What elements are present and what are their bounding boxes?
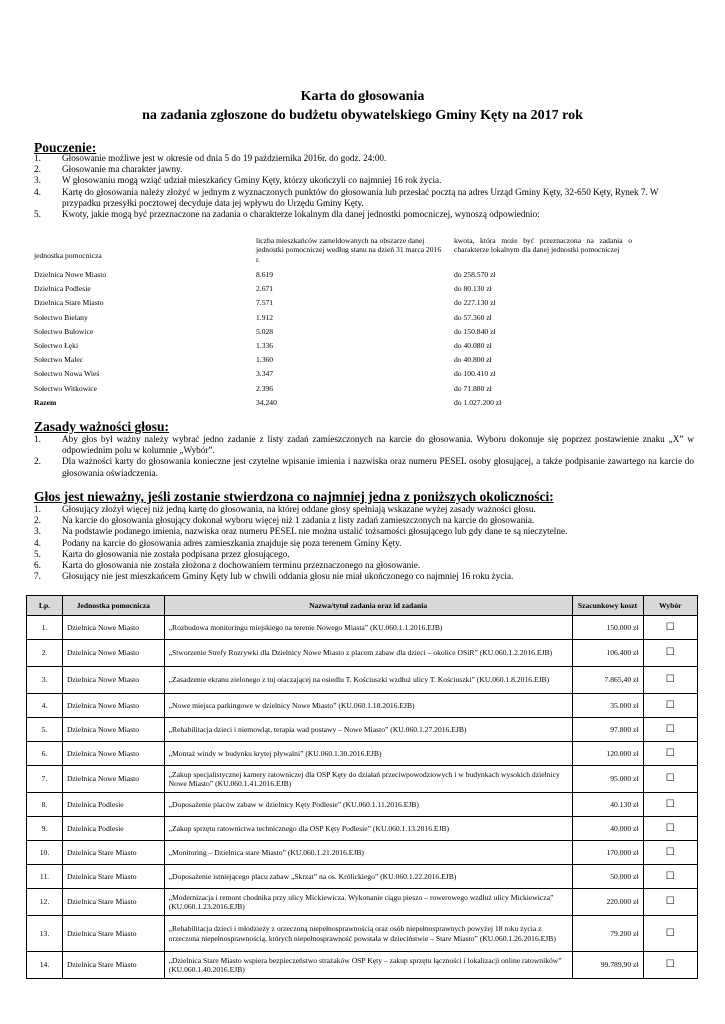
table-row: Sołectwo Witkowice 2.396 do 71.880 zł: [34, 383, 492, 393]
tasks-table-header: [27, 596, 698, 616]
vote-checkbox[interactable]: ☐: [643, 616, 698, 640]
invalid-vote-heading: Głos jest nieważny, jeśli zostanie stwierdzona co najmniej jedna z poniższych okoliczności:: [34, 489, 554, 504]
list-item: 5. Kwoty, jakie mogą być przeznaczone na zadania o charakterze lokalnym dla danej jednostki pomocniczej, wynoszą odpowiednio:: [34, 209, 540, 220]
vote-checkbox[interactable]: ☐: [643, 889, 698, 916]
budget-header-amount: kwota, która może być przeznaczona na zadania o charakterze lokalnym dla danej jednostki pomocniczej: [454, 236, 632, 255]
table-row: 10. Dzielnica Stare Miasto „Monitoring – Dzielnica stare Miasto” (KU.060.1.21.2016.EJB) 170.000 zł ☐: [27, 841, 698, 865]
table-row: Dzielnica Stare Miasto 7.571 do 227.130 zł: [34, 298, 496, 308]
header-name: Nazwa/tytuł zadania oraz id zadania: [164, 596, 572, 616]
table-row: 4. Dzielnica Nowe Miasto „Nowe miejsca parkingowe w dzielnicy Nowe Miasto” (KU.060.1.18.2016.EJB) 35.000 zł ☐: [27, 694, 698, 718]
table-row: Sołectwo Bulowice 5.028 do 150.840 zł: [34, 326, 496, 336]
table-row: 7. Dzielnica Nowe Miasto „Zakup specjalistycznej kamery ratowniczej dla OSP Kęty do działań przeciwpowodziowych i w budynkach wysokich dzielnicy Nowe Miasto” (KU.060.1.41.2016.EJB) 95.000 zł ☐: [27, 766, 698, 793]
budget-table-header: [34, 236, 634, 270]
vote-checkbox[interactable]: ☐: [643, 742, 698, 766]
vote-checkbox[interactable]: ☐: [643, 766, 698, 793]
vote-checkbox[interactable]: ☐: [643, 865, 698, 889]
header-choice: Wybór: [643, 596, 698, 616]
table-row: Sołectwo Nowa Wieś 3.347 do 100.410 zł: [34, 369, 496, 379]
header-lp: Lp.: [27, 596, 63, 616]
list-item: 4. Podany na karcie do głosowania adres zamieszkania znajduje się poza terenem Gminy Kęty.: [34, 537, 402, 548]
table-row: 6. Dzielnica Nowe Miasto „Montaż windy w budynku krytej pływalni” (KU.060.1.30.2016.EJB) 120.000 zł ☐: [27, 742, 698, 766]
document-title: Karta do głosowania: [300, 89, 425, 104]
list-item: 6. Karta do głosowania nie została złożona z dochowaniem terminu przeznaczonego na głosowanie.: [34, 560, 421, 571]
vote-checkbox[interactable]: ☐: [643, 667, 698, 694]
list-item: 1. Głosujący złożył więcej niż jedną kartę do głosowania, na której oddane głosy spełniają wskazane wyżej zasady ważności głosu.: [34, 504, 536, 514]
table-row: 11. Dzielnica Stare Miasto „Doposażenie istniejącego placu zabaw „Skrzat” na os. Królickiego” (KU.060.1.22.2016.EJB) 50.000 zł ☐: [27, 865, 698, 889]
table-row: Sołectwo Łęki 1.336 do 40.080 zł: [34, 340, 492, 350]
list-item: 4. Kartę do głosowania należy złożyć w jednym z wyznaczonych punktów do głosowania lub przesłać pocztą na adres Urząd Gminy Kęty, 32-650 Kęty, Rynek 7. W przypadku przesyłki pocztowej decyduje data jej wpływu do Urzędu Gminy Kęty.: [34, 186, 659, 208]
invalid-vote-list: [34, 504, 694, 582]
vote-checkbox[interactable]: ☐: [643, 952, 698, 979]
budget-header-unit: jednostka pomocnicza: [34, 251, 102, 260]
table-row: 2. Dzielnica Nowe Miasto „Stworzenie Strefy Rozrywki dla Dzielnicy Nowe Miasto z placem zabaw dla dzieci – okolice OSiR” (KU.060.1.2.2016.EJB) 106.400 zł ☐: [27, 640, 698, 667]
vote-checkbox[interactable]: ☐: [643, 841, 698, 865]
vote-checkbox[interactable]: ☐: [643, 916, 698, 952]
list-item: 1. Głosowanie możliwe jest w okresie od dnia 5 do 19 października 2016r. do godz. 24:00.: [34, 153, 387, 163]
tasks-table: [26, 595, 698, 979]
budget-table: [34, 236, 634, 412]
vote-checkbox[interactable]: ☐: [643, 718, 698, 742]
table-row: Sołectwo Bielany 1.912 do 57.360 zł: [34, 312, 492, 322]
header-unit: Jednostka pomocnicza: [62, 596, 164, 616]
vote-checkbox[interactable]: ☐: [643, 793, 698, 817]
table-total-row: Razem 34.240 do 1.027.200 zł: [34, 397, 502, 407]
table-row: 9. Dzielnica Podlesie „Zakup sprzętu ratownictwa technicznego dla OSP Kęty Podlesie” (KU.060.1.13.2016.EJB) 40.000 zł ☐: [27, 817, 698, 841]
table-row: 12. Dzielnica Stare Miasto „Modernizacja i remont chodnika przy ulicy Mickiewicza. Wykonanie ciągu pieszo – rowerowego wzdłuż ulicy Mickiewicza” (KU.060.1.23.2016.EJB) 220.000 zł ☐: [27, 889, 698, 916]
table-row: 5. Dzielnica Nowe Miasto „Rehabilitacja dzieci i niemowląt, terapia wad postawy – Nowe Miasto” (KU.060.1.27.2016.EJB) 97.800 zł ☐: [27, 718, 698, 742]
table-row: Sołectwo Malec 1.360 do 40.800 zł: [34, 355, 492, 365]
table-row: Dzielnica Podlesie 2.671 do 80.130 zł: [34, 284, 492, 294]
list-item: 2. Głosowanie ma charakter jawny.: [34, 164, 183, 175]
list-item: 5. Karta do głosowania nie została podpisana przez głosującego.: [34, 548, 290, 559]
list-item: 3. W głosowaniu mogą wziąć udział mieszkańcy Gminy Kęty, którzy ukończyli co najmniej 16 rok życia.: [34, 175, 442, 186]
table-row: Dzielnica Nowe Miasto 8.619 do 258.570 zł: [34, 270, 496, 279]
instructions-heading: Pouczenie:: [34, 140, 97, 155]
validity-rules-list: [34, 434, 694, 479]
table-row: 14. Dzielnica Stare Miasto „Dzielnica Stare Miasto wspiera bezpieczeństwo strażaków OSP Kęty – zakup sprzętu łączności i lokalizacji online ratowników” (KU.060.1.40.2016.EJB) 99.789,90 zł ☐: [27, 952, 698, 979]
list-item: 2. Na karcie do głosowania głosujący dokonał wyboru więcej niż 1 zadania z listy zadań zamieszczonych na karcie do głosowania.: [34, 515, 535, 526]
vote-checkbox[interactable]: ☐: [643, 640, 698, 667]
table-row: 8. Dzielnica Podlesie „Doposażenie placów zabaw w dzielnicy Kęty Podlesie” (KU.060.1.11.2016.EJB) 40.130 zł ☐: [27, 793, 698, 817]
list-item: 2. Dla ważności karty do głosowania konieczne jest czytelne wpisanie imienia i nazwiska oraz numeru PESEL osoby głosującej, a także podpisanie zawartego na karcie do głosowania oświadczenia.: [34, 456, 694, 478]
table-row: 3. Dzielnica Nowe Miasto „Zasadzenie ekranu zielonego z tuj otaczającej na osiedlu T. Kościuszki wzdłuż ulicy T. Kościuszki” (KU.060.1.8.2016.EJB) 7.865,40 zł ☐: [27, 667, 698, 694]
header-cost: Szacunkowy koszt: [572, 596, 643, 616]
table-row: 1. Dzielnica Nowe Miasto „Rozbudowa monitoringu miejskiego na terenie Nowego Miasta” (KU.060.1.1.2016.EJB) 150.000 zł ☐: [27, 616, 698, 640]
instructions-list: [34, 153, 694, 220]
vote-checkbox[interactable]: ☐: [643, 694, 698, 718]
validity-rules-heading: Zasady ważności głosu:: [34, 419, 170, 434]
vote-checkbox[interactable]: ☐: [643, 817, 698, 841]
budget-header-residents: liczba mieszkańców zameldowanych na obszarze danej jednostki pomocniczej według stanu na dzień 31 marca 2016 r.: [256, 236, 442, 264]
document-subtitle: na zadania zgłoszone do budżetu obywatelskiego Gminy Kęty na 2017 rok: [142, 108, 583, 123]
list-item: 3. Na podstawie podanego imienia, nazwiska oraz numeru PESEL nie można ustalić tożsamości głosującego lub gdy dane te są nieczytelne.: [34, 526, 568, 537]
list-item: 1. Aby głos był ważny należy wybrać jedno zadanie z listy zadań zamieszczonych na karcie do głosowania. Wyboru dokonuje się poprzez postawienie znaku „X” w odpowiednim polu w kolumnie „Wybór”.: [34, 434, 694, 456]
table-row: 13. Dzielnica Stare Miasto „Rehabilitacja dzieci i młodzieży z orzeczoną niepełnosprawnością oraz osób niepełnosprawnych powyżej 18 roku życia z orzeczona niepełnosprawnością, których niepełnosprawność powstała w dzieciństwie – Stare Miasto” (KU.060.1.26.2016.EJB) 79.200 zł ☐: [27, 916, 698, 952]
list-item: 7. Głosujący nie jest mieszkańcem Gminy Kęty lub w chwili oddania głosu nie miał ukończonego co najmniej 16 roku życia.: [34, 571, 514, 582]
